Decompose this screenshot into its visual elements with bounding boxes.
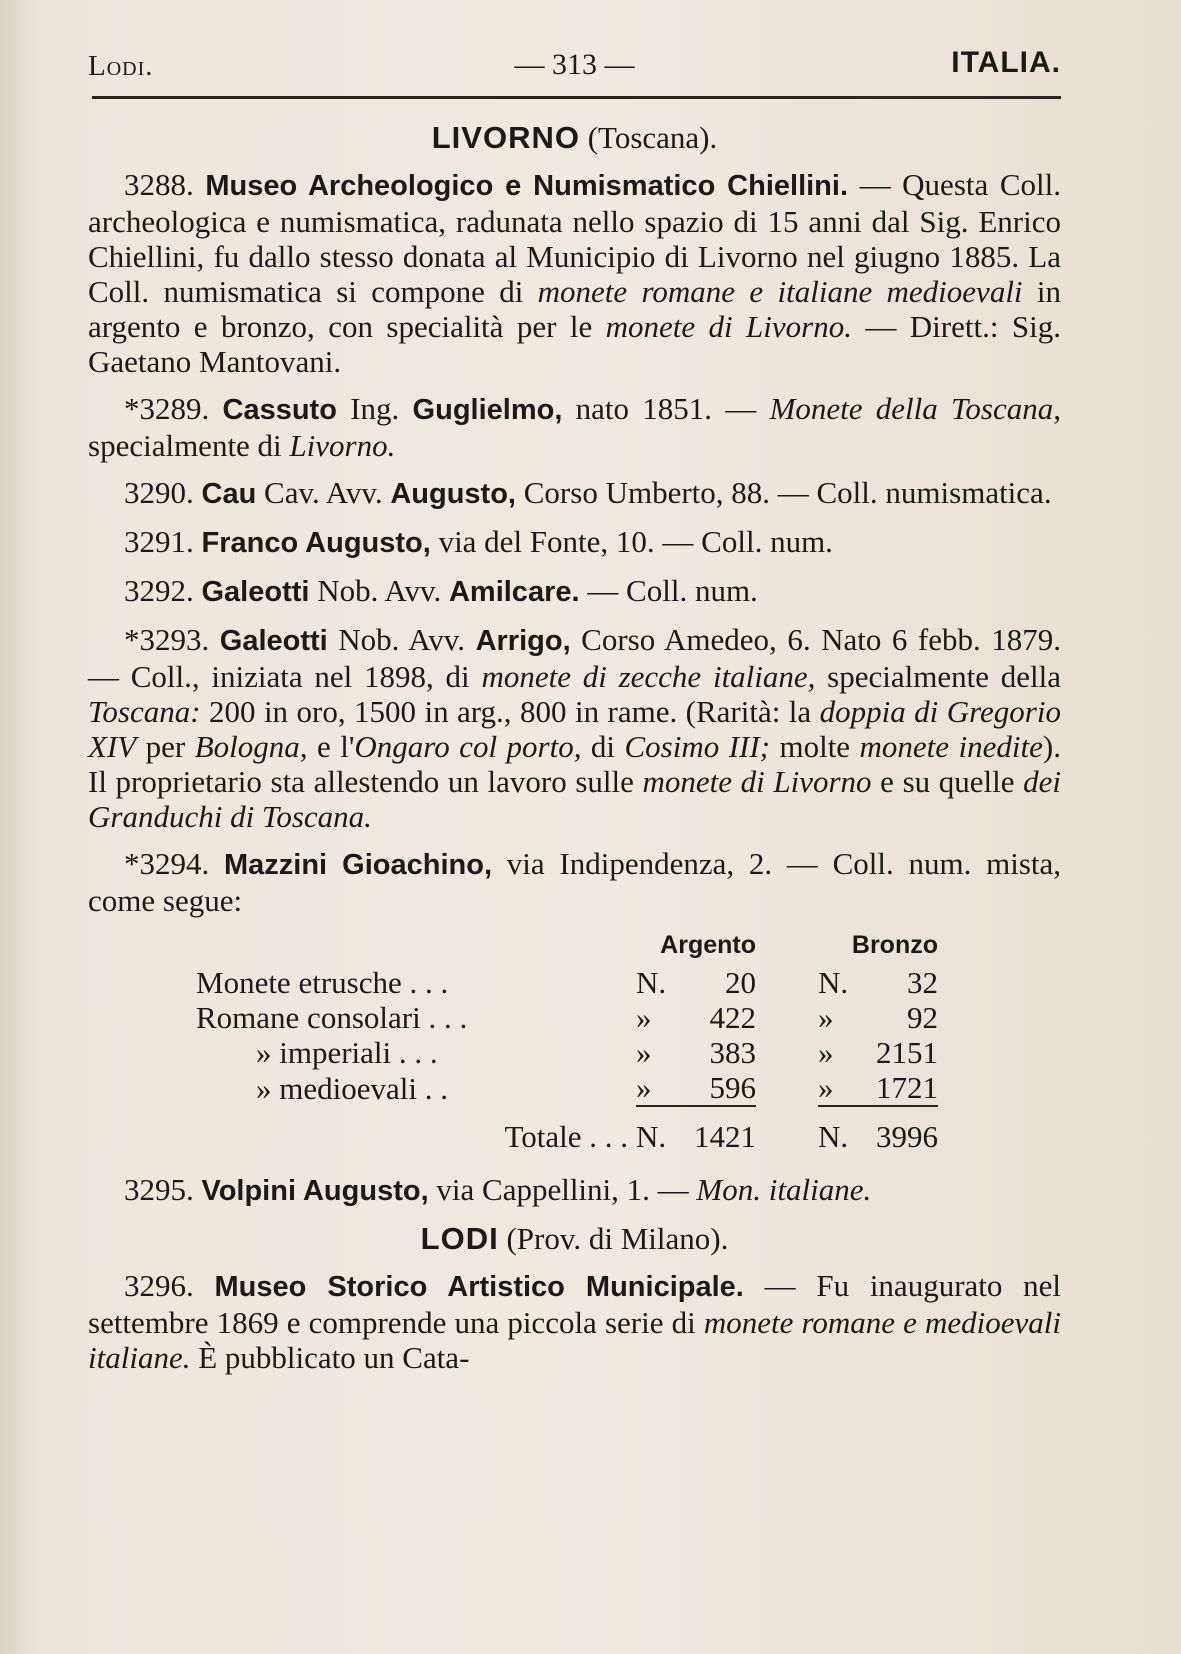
running-header [88,44,1061,94]
entry-3291: 3291. Franco Augusto, via del Fonte, 10. — Coll. num. [124,524,833,559]
entry-3290: 3290. Cau Cav. Avv. Augusto, Corso Umberto, 88. — Coll. numismatica. [124,475,1052,510]
table-total-row: Totale . . . N. 1421 N. 3996 [504,1118,938,1154]
section-title-lodi: LODI (Prov. di Milano). [420,1221,729,1256]
header-rule [92,96,1061,99]
entry-3295: 3295. Volpini Augusto, via Cappellini, 1. — Mon. italiane. [124,1172,872,1207]
page-content [88,120,1061,1387]
page-number: — 313 — [514,48,635,81]
entry-3289: *3289. Cassuto Ing. Guglielmo, nato 1851. — Monete della Toscana, specialmente di Livorno. [88,391,1061,463]
header-right: ITALIA. [951,46,1061,79]
entry-3296: 3296. Museo Storico Artistico Municipale. — Fu inaugurato nel settembre 1869 e comprende una piccola serie di monete romane e medioevali italiane. È pubblicato un Cata- [88,1268,1062,1375]
table-row: » medioevali . . » 596 » 1721 [256,1070,938,1106]
entry-3294: *3294. Mazzini Gioachino, via Indipendenza, 2. — Coll. num. mista, come segue: [88,846,1062,918]
table-row: Romane consolari . . . » 422 » 92 [196,1000,938,1035]
table-row: » imperiali . . . » 383 » 2151 [256,1035,938,1070]
section-title-livorno: LIVORNO (Toscana). [431,120,718,155]
coin-table [196,928,938,1154]
table-row: Monete etrusche . . . N. 20 N. 32 [196,965,938,1000]
entry-3288: 3288. Museo Archeologico e Numismatico Chiellini. — Questa Coll. archeologica e numismatica, radunata nello spazio di 15 anni dal Sig. Enrico Chiellini, fu dallo stesso donata al Municipio di Livorno nel giugno 1885. La Coll. numismatica si compone di monete romane e italiane medioevali in argento e bronzo, con specialità per le monete di Livorno. — Dirett.: Sig. Gaetano Mantovani. [88,167,1061,379]
entry-3292: 3292. Galeotti Nob. Avv. Amilcare. — Coll. num. [124,573,758,608]
col-bronzo: Bronzo [851,931,938,959]
entry-3293: *3293. Galeotti Nob. Avv. Arrigo, Corso Amedeo, 6. Nato 6 febb. 1879. — Coll., iniziata nel 1898, di monete di zecche italiane, specialmente della Toscana: 200 in oro, 1500 in arg., 800 in rame. (Rarità: la doppia di Gregorio XIV per Bologna, e l'Ongaro col porto, di Cosimo III; molte monete inedite). Il proprietario sta allestendo un lavoro sulle monete di Livorno e su quelle dei Granduchi di Toscana. [88,622,1062,834]
coin-table-header [196,928,938,965]
col-argento: Argento [660,931,756,959]
header-left: Lodi. [88,50,154,82]
